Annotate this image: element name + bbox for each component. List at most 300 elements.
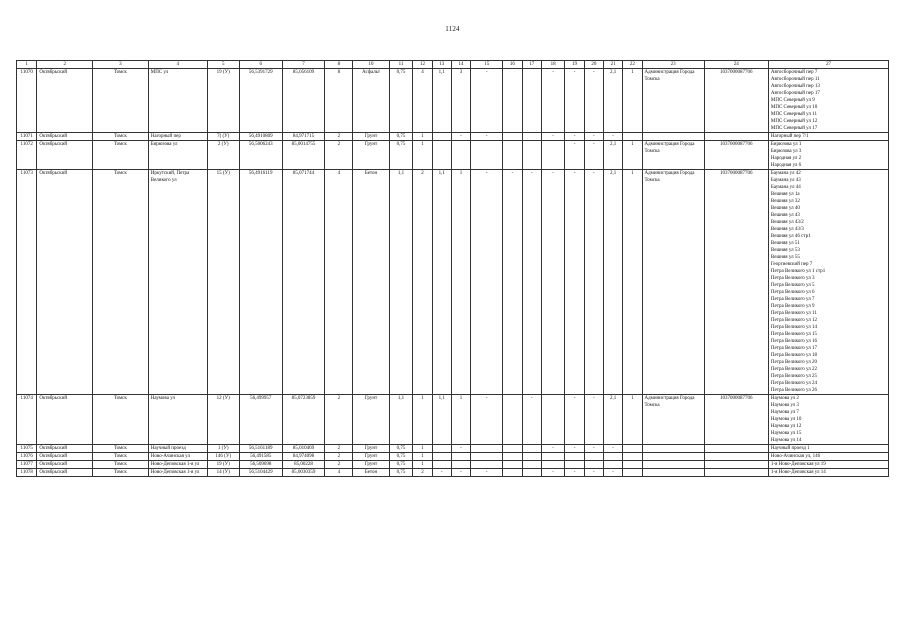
table-cell xyxy=(471,453,503,461)
address-item: Народная ул 6 xyxy=(770,163,802,168)
table-cell: 1 (У) xyxy=(207,445,239,453)
address-item: Вешняя ул 1а xyxy=(770,192,800,197)
table-cell: 1 xyxy=(451,170,470,395)
header-cell: 23 xyxy=(642,61,704,69)
table-cell: - xyxy=(503,170,522,395)
address-item: Петра Великого ул 15 xyxy=(770,332,818,337)
address-item: Петра Великого ул 17 xyxy=(770,346,818,351)
header-cell: 3 xyxy=(93,61,149,69)
table-cell: - xyxy=(471,395,503,445)
table-cell: 1 xyxy=(623,170,642,395)
table-cell: - xyxy=(584,395,603,445)
address-item: Автосборочный пер 11 xyxy=(770,77,820,82)
table-cell xyxy=(522,445,541,453)
header-cell: 15 xyxy=(471,61,503,69)
table-cell xyxy=(541,453,565,461)
table-cell: Октябрьский xyxy=(37,469,93,477)
table-cell: Нагорный пер xyxy=(148,133,207,141)
table-cell: Томск xyxy=(93,445,149,453)
table-cell: 85,0030359 xyxy=(282,469,325,477)
table-cell: Томск xyxy=(93,170,149,395)
table-cell: 11078 xyxy=(17,469,37,477)
table-cell: 1 xyxy=(623,141,642,170)
table-cell: 56,5006243 xyxy=(239,141,282,170)
table-cell xyxy=(432,453,451,461)
address-item: Петра Великого ул 24 xyxy=(770,381,818,386)
table-cell xyxy=(522,453,541,461)
header-cell: 12 xyxy=(413,61,432,69)
table-cell: Администрация Города Томска xyxy=(642,69,704,133)
table-cell: 1037000087706 xyxy=(704,69,768,133)
address-item: Петра Великого ул 25 xyxy=(770,374,818,379)
address-item: Петра Великого ул 6 xyxy=(770,290,815,295)
address-list-cell xyxy=(768,453,888,461)
header-cell: 21 xyxy=(603,61,622,69)
header-cell: 17 xyxy=(522,61,541,69)
table-cell: 2 xyxy=(325,461,353,469)
table-cell: 85,071744 xyxy=(282,170,325,395)
table-cell: 12 (У) xyxy=(207,395,239,445)
table-cell: Асфальт xyxy=(353,69,389,133)
header-cell: 10 xyxy=(353,61,389,69)
table-cell: 1 xyxy=(413,453,432,461)
table-cell xyxy=(471,445,503,453)
address-item: Нагорный пер 7/1 xyxy=(770,134,809,139)
table-cell: 19 (У) xyxy=(207,69,239,133)
address-item: МПС Северный ул 12 xyxy=(770,119,818,124)
table-row xyxy=(17,170,889,395)
table-cell: 1,1 xyxy=(432,170,451,395)
table-cell xyxy=(451,461,470,469)
header-cell: 19 xyxy=(565,61,584,69)
table-cell: 2 xyxy=(325,445,353,453)
table-cell: - xyxy=(584,69,603,133)
table-cell xyxy=(503,453,522,461)
table-cell xyxy=(704,445,768,453)
table-cell: 11074 xyxy=(17,395,37,445)
table-cell xyxy=(432,445,451,453)
table-cell: 1037000087706 xyxy=(704,141,768,170)
address-item: Наумова ул 2 xyxy=(770,396,799,401)
table-cell: 85,010469 xyxy=(282,445,325,453)
table-cell: - xyxy=(565,395,584,445)
table-cell xyxy=(503,133,522,141)
table-cell: 1 xyxy=(451,395,470,445)
table-cell: - xyxy=(471,69,503,133)
table-cell: - xyxy=(451,469,470,477)
table-cell xyxy=(471,141,503,170)
table-cell: 1 xyxy=(413,395,432,445)
table-cell: 56,4916119 xyxy=(239,170,282,395)
table-cell: 11070 xyxy=(17,69,37,133)
address-item: Автосборочный пер 13 xyxy=(770,84,820,89)
address-list-cell xyxy=(768,69,888,133)
table-row xyxy=(17,141,889,170)
table-cell: Администрация Города Томска xyxy=(642,141,704,170)
header-row xyxy=(17,61,889,69)
table-cell: 19 (У) xyxy=(207,461,239,469)
table-cell: - xyxy=(603,445,622,453)
address-item: Георгиевский пер 7 xyxy=(770,262,813,267)
table-cell: 14 (У) xyxy=(207,469,239,477)
table-cell: 11072 xyxy=(17,141,37,170)
table-cell: - xyxy=(541,445,565,453)
table-cell: - xyxy=(432,469,451,477)
table-cell: 146 (У) xyxy=(207,453,239,461)
table-cell: Бетон xyxy=(353,469,389,477)
table-cell: 7( (У) xyxy=(207,133,239,141)
table-cell: 2,1 xyxy=(603,141,622,170)
table-cell: 85,00228 xyxy=(282,461,325,469)
address-item: Вешняя ул 40 xyxy=(770,206,800,211)
table-row xyxy=(17,445,889,453)
table-cell: 1,1 xyxy=(432,69,451,133)
address-item: Петра Великого ул 14 xyxy=(770,325,818,330)
table-cell: Ново-Ачинская ул xyxy=(148,453,207,461)
table-cell: - xyxy=(541,469,565,477)
address-item: 1-я Ново-Деповская ул 14 xyxy=(770,470,826,475)
table-cell: 56,499957 xyxy=(239,395,282,445)
register-table xyxy=(16,60,889,477)
table-cell: 2,1 xyxy=(603,170,622,395)
table-cell: - xyxy=(541,170,565,395)
table-cell: Научный проезд xyxy=(148,445,207,453)
table-cell: Октябрьский xyxy=(37,141,93,170)
table-cell xyxy=(522,461,541,469)
table-cell: - xyxy=(584,170,603,395)
table-cell xyxy=(522,141,541,170)
table-cell: - xyxy=(471,133,503,141)
table-cell xyxy=(503,395,522,445)
table-cell: 1037000087706 xyxy=(704,395,768,445)
table-cell: Томск xyxy=(93,395,149,445)
table-cell xyxy=(623,461,642,469)
table-cell: Ново-Деповская 1-я ул xyxy=(148,469,207,477)
table-cell: 4 xyxy=(325,170,353,395)
address-item: Петра Великого ул 11 xyxy=(770,311,817,316)
address-item: Петра Великого ул 12 xyxy=(770,318,818,323)
table-cell xyxy=(623,133,642,141)
address-item: Вешняя ул 43 xyxy=(770,213,800,218)
table-cell: Томск xyxy=(93,461,149,469)
address-item: Вешняя ул 43/3 xyxy=(770,227,804,232)
table-cell: 0,75 xyxy=(389,141,413,170)
header-cell: 8 xyxy=(325,61,353,69)
table-cell: - xyxy=(584,133,603,141)
table-cell xyxy=(584,461,603,469)
address-list-cell xyxy=(768,170,888,395)
header-cell: 27 xyxy=(768,61,888,69)
address-item: Автосборочный пер 17 xyxy=(770,91,820,96)
header-cell: 7 xyxy=(282,61,325,69)
header-cell: 20 xyxy=(584,61,603,69)
header-cell: 2 xyxy=(37,61,93,69)
address-item: Вешняя ул 55 xyxy=(770,255,800,260)
table-cell: 84,971715 xyxy=(282,133,325,141)
table-cell: Томск xyxy=(93,141,149,170)
table-cell: 1037000087706 xyxy=(704,170,768,395)
table-cell: 1 xyxy=(623,395,642,445)
address-item: Вешняя ул 46 стр1 xyxy=(770,234,811,239)
table-cell: - xyxy=(522,395,541,445)
table-cell: 4 xyxy=(325,469,353,477)
table-cell: 2 xyxy=(325,133,353,141)
table-cell: Томск xyxy=(93,469,149,477)
table-cell: Администрация Города Томска xyxy=(642,170,704,395)
address-item: Петра Великого ул 20 xyxy=(770,360,818,365)
table-cell: Грунт xyxy=(353,461,389,469)
table-cell: 0,75 xyxy=(389,453,413,461)
address-item: Петра Великого ул 9 xyxy=(770,304,815,309)
table-cell: 84,974098 xyxy=(282,453,325,461)
table-cell: 56,5391729 xyxy=(239,69,282,133)
header-cell: 11 xyxy=(389,61,413,69)
table-cell: Октябрьский xyxy=(37,395,93,445)
header-cell: 6 xyxy=(239,61,282,69)
address-list-cell xyxy=(768,395,888,445)
table-cell: 11076 xyxy=(17,453,37,461)
table-cell xyxy=(584,453,603,461)
table-cell xyxy=(432,133,451,141)
table-cell xyxy=(603,461,622,469)
table-cell xyxy=(565,453,584,461)
address-item: Баумана ул 42 xyxy=(770,171,801,176)
address-item: Петра Великого ул 3 xyxy=(770,276,815,281)
table-cell: Наумова ул xyxy=(148,395,207,445)
table-cell: 11071 xyxy=(17,133,37,141)
table-cell xyxy=(432,461,451,469)
address-item: Петра Великого ул 5 xyxy=(770,283,815,288)
address-item: Наумова ул 15 xyxy=(770,431,802,436)
table-cell: 1 xyxy=(413,141,432,170)
table-cell: - xyxy=(565,445,584,453)
header-cell: 14 xyxy=(451,61,470,69)
table-cell: Грунт xyxy=(353,141,389,170)
header-cell: 13 xyxy=(432,61,451,69)
table-cell: - xyxy=(565,469,584,477)
table-cell xyxy=(603,453,622,461)
table-cell: 56,509698 xyxy=(239,461,282,469)
table-row xyxy=(17,469,889,477)
table-cell: 11075 xyxy=(17,445,37,453)
table-cell: 85,056109 xyxy=(282,69,325,133)
address-list-cell xyxy=(768,445,888,453)
table-cell xyxy=(642,445,704,453)
table-cell: - xyxy=(565,170,584,395)
address-item: МПС Северный ул 11 xyxy=(770,112,818,117)
table-cell: 85,0014755 xyxy=(282,141,325,170)
table-cell xyxy=(541,141,565,170)
table-cell: 3 xyxy=(451,69,470,133)
header-cell: 22 xyxy=(623,61,642,69)
address-item: Петра Великого ул 18 xyxy=(770,353,818,358)
table-cell: - xyxy=(603,133,622,141)
table-cell: 4 xyxy=(413,69,432,133)
table-cell: Иркутский, Петра Великого ул xyxy=(148,170,207,395)
table-cell: - xyxy=(565,69,584,133)
table-cell xyxy=(451,453,470,461)
address-item: Вешняя ул 53 xyxy=(770,248,800,253)
table-cell: 2,1 xyxy=(603,69,622,133)
table-cell xyxy=(471,461,503,469)
header-cell: 18 xyxy=(541,61,565,69)
table-cell: - xyxy=(565,141,584,170)
table-cell: - xyxy=(451,445,470,453)
address-item: Вешняя ул 51 xyxy=(770,241,800,246)
table-cell: Томск xyxy=(93,69,149,133)
table-cell: МПС ул xyxy=(148,69,207,133)
address-item: Вешняя ул 32 xyxy=(770,199,800,204)
register-body xyxy=(17,69,889,477)
table-cell: 56,5104429 xyxy=(239,469,282,477)
address-item: 1-я Ново-Деповская ул 19 xyxy=(770,462,826,467)
header-cell: 5 xyxy=(207,61,239,69)
table-cell: - xyxy=(471,170,503,395)
table-cell xyxy=(565,461,584,469)
table-cell xyxy=(503,69,522,133)
address-item: МПС Северный ул 17 xyxy=(770,126,818,131)
table-cell: 1 xyxy=(413,133,432,141)
table-cell: Администрация Города Томска xyxy=(642,395,704,445)
table-cell: 2 xyxy=(325,453,353,461)
table-cell: - xyxy=(603,469,622,477)
table-row xyxy=(17,461,889,469)
table-cell xyxy=(432,141,451,170)
table-cell: 2 (У) xyxy=(207,141,239,170)
table-cell: - xyxy=(584,141,603,170)
table-cell: 11077 xyxy=(17,461,37,469)
table-cell: 56,4910809 xyxy=(239,133,282,141)
table-cell: Грунт xyxy=(353,395,389,445)
table-cell: 0,75 xyxy=(389,69,413,133)
table-cell: 2 xyxy=(413,170,432,395)
table-cell xyxy=(623,445,642,453)
table-cell xyxy=(704,453,768,461)
table-cell: - xyxy=(541,133,565,141)
address-item: Баумана ул 44 xyxy=(770,185,801,190)
table-cell: 11073 xyxy=(17,170,37,395)
table-cell xyxy=(642,469,704,477)
header-cell: 16 xyxy=(503,61,522,69)
table-cell xyxy=(704,461,768,469)
table-cell xyxy=(642,461,704,469)
table-cell xyxy=(522,469,541,477)
table-cell: 1,1 xyxy=(432,395,451,445)
table-cell: - xyxy=(522,170,541,395)
address-item: Бирюзова ул 3 xyxy=(770,149,802,154)
table-cell: Томск xyxy=(93,133,149,141)
table-cell xyxy=(522,69,541,133)
table-row xyxy=(17,133,889,141)
table-cell: - xyxy=(565,133,584,141)
page-number: 1124 xyxy=(445,25,460,33)
address-list-cell xyxy=(768,469,888,477)
table-cell: - xyxy=(541,69,565,133)
table-cell xyxy=(503,461,522,469)
table-cell xyxy=(623,469,642,477)
table-cell: 1 xyxy=(413,445,432,453)
address-item: Баумана ул 43 xyxy=(770,178,801,183)
address-item: Наумова ул 12 xyxy=(770,424,802,429)
header-cell: 24 xyxy=(704,61,768,69)
table-cell: Октябрьский xyxy=(37,69,93,133)
table-cell xyxy=(503,469,522,477)
table-cell xyxy=(642,133,704,141)
table-cell: 2 xyxy=(413,469,432,477)
table-cell: - xyxy=(584,445,603,453)
table-cell: Октябрьский xyxy=(37,461,93,469)
table-cell: 0,75 xyxy=(389,133,413,141)
table-cell: Октябрьский xyxy=(37,170,93,395)
table-cell: Октябрьский xyxy=(37,133,93,141)
table-cell: - xyxy=(584,469,603,477)
address-item: Петра Великого ул 26 xyxy=(770,388,818,393)
table-cell: 0,75 xyxy=(389,445,413,453)
table-cell: - xyxy=(451,133,470,141)
address-list-cell xyxy=(768,461,888,469)
table-cell: 1 xyxy=(413,461,432,469)
table-cell: 0,75 xyxy=(389,469,413,477)
table-cell: 1,1 xyxy=(389,395,413,445)
address-item: Наумова ул 10 xyxy=(770,417,802,422)
table-cell xyxy=(704,469,768,477)
table-cell: 0,75 xyxy=(389,461,413,469)
address-item: Народная ул 2 xyxy=(770,156,802,161)
table-cell: - xyxy=(471,469,503,477)
table-cell: 2,1 xyxy=(603,395,622,445)
table-row xyxy=(17,453,889,461)
table-cell: 2 xyxy=(325,395,353,445)
table-cell xyxy=(541,461,565,469)
table-cell: Грунт xyxy=(353,445,389,453)
address-item: МПС Северный ул 9 xyxy=(770,98,815,103)
table-cell: Октябрьский xyxy=(37,453,93,461)
table-row xyxy=(17,69,889,133)
header-cell: 4 xyxy=(148,61,207,69)
table-cell: Грунт xyxy=(353,133,389,141)
table-cell: 2 xyxy=(325,141,353,170)
table-cell: Бетон xyxy=(353,170,389,395)
table-cell: Грунт xyxy=(353,453,389,461)
address-item: Наумова ул 3 xyxy=(770,403,799,408)
table-cell xyxy=(623,453,642,461)
table-cell: 8 xyxy=(325,69,353,133)
address-list-cell xyxy=(768,133,888,141)
table-cell: 85,0723859 xyxy=(282,395,325,445)
address-item: Наумова ул 7 xyxy=(770,410,799,415)
address-item: Наумова ул 14 xyxy=(770,438,802,443)
address-item: Бирюзова ул 1 xyxy=(770,142,802,147)
table-cell xyxy=(451,141,470,170)
table-cell xyxy=(541,395,565,445)
table-cell: 1,1 xyxy=(389,170,413,395)
table-row xyxy=(17,395,889,445)
address-item: МПС Северный ул 10 xyxy=(770,105,818,110)
address-item: Вешняя ул 43/2 xyxy=(770,220,804,225)
table-cell xyxy=(704,133,768,141)
table-cell: 15 (У) xyxy=(207,170,239,395)
address-item: Ново-Ачинская ул, 146 xyxy=(770,454,821,459)
address-item: Петра Великого ул 7 xyxy=(770,297,815,302)
table-cell: Бирюзова ул xyxy=(148,141,207,170)
address-item: Автосборочный пер 7 xyxy=(770,70,818,75)
table-cell: Томск xyxy=(93,453,149,461)
table-cell: Ново-Деповская 1-я ул xyxy=(148,461,207,469)
address-item: Петра Великого ул 16 xyxy=(770,339,818,344)
address-item: Петра Великого ул 1 стр1 xyxy=(770,269,826,274)
table-cell xyxy=(642,453,704,461)
address-list-cell xyxy=(768,141,888,170)
